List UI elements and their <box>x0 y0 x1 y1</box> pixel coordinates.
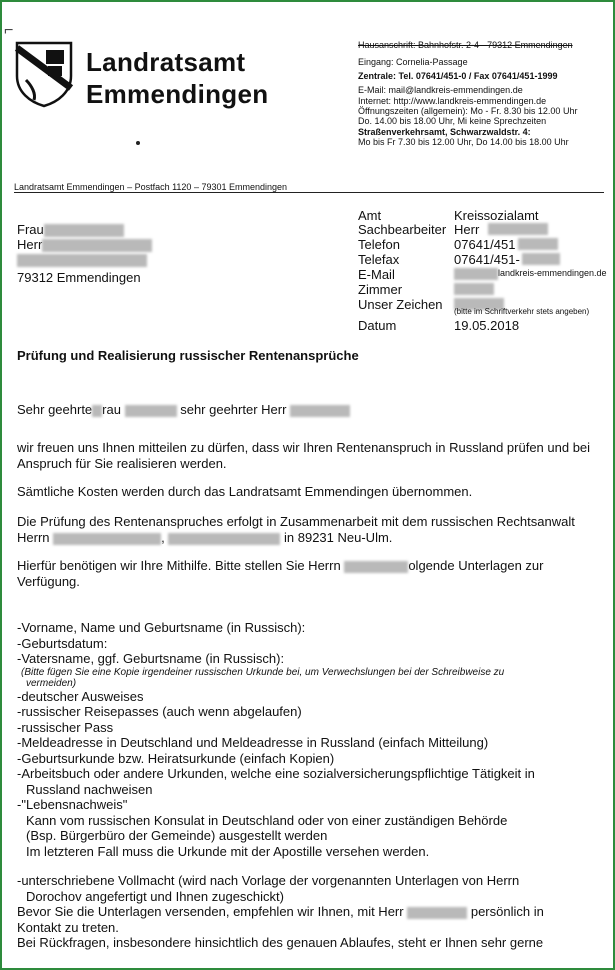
redacted-name <box>44 224 124 237</box>
letter-subject: Prüfung und Realisierung russischer Rentenansprüche <box>17 348 359 363</box>
list-item: -Vorname, Name und Geburtsname (in Russisch): <box>17 620 306 635</box>
zeichen-label: Unser Zeichen <box>358 297 443 312</box>
closing-text: Kontakt zu treten. <box>17 919 119 935</box>
paragraph-4-end: olgende Unterlagen zur Verfügung. <box>17 558 544 589</box>
paragraph-1: wir freuen uns Ihnen mitteilen zu dürfen, dass wir Ihren Rentenanspruch in Russland prüfen und bei Anspruch für Sie realisieren werden. <box>17 440 591 471</box>
redacted-name <box>290 405 350 417</box>
greeting-part: sehr geehrter Herr <box>180 402 287 417</box>
list-item-cont: Im letzteren Fall muss die Urkunde mit der Apostille versehen werden. <box>26 843 430 859</box>
contact-traffic-hours: Mo bis Fr 7.30 bis 12.00 Uhr, Do 14.00 bis 18.00 Uhr <box>358 137 569 148</box>
list-note: (Bitte fügen Sie eine Kopie irgendeiner russischen Urkunde bei, um Verwechslungen bei der Schreibweise zu <box>21 666 505 678</box>
divider <box>14 192 604 193</box>
sachbearbeiter-value: Herr <box>454 222 480 237</box>
redacted-name <box>53 533 161 545</box>
scan-mark: ⌐ <box>4 22 14 39</box>
list-item: -russischer Pass <box>17 719 114 735</box>
sachbearbeiter-label: Sachbearbeiter <box>358 222 447 237</box>
list-item-cont: Kann vom russischen Konsulat in Deutschland oder von einer zuständigen Behörde <box>26 812 508 828</box>
contact-internet: Internet: http://www.landkreis-emmendingen.de <box>358 95 547 106</box>
redacted-name <box>92 405 102 417</box>
zeichen-note: (bitte im Schriftverkehr stets angeben) <box>454 307 590 316</box>
zimmer-label: Zimmer <box>358 282 403 297</box>
telefax-value: 07641/451- <box>454 252 520 267</box>
list-item: -Meldeadresse in Deutschland und Meldeadresse in Russland (einfach Mitteilung) <box>17 735 489 750</box>
recipient-salutation2: Herr <box>17 237 43 253</box>
amt-value: Kreissozialamt <box>454 208 539 223</box>
telefon-label: Telefon <box>358 237 400 252</box>
datum-label: Datum <box>358 318 397 333</box>
contact-hours: Öffnungszeiten (allgemein): Mo - Fr. 8.30 bis 12.00 Uhr <box>358 106 578 117</box>
list-item: -russischer Reisepasses (auch wenn abgelaufen) <box>17 704 302 719</box>
coat-of-arms-logo <box>14 40 74 108</box>
email-label: E-Mail <box>358 267 395 282</box>
redacted-phone <box>518 238 558 250</box>
list-item: -Geburtsurkunde bzw. Heiratsurkunde (einfach Kopien) <box>17 750 335 766</box>
redacted-name <box>488 223 548 235</box>
redacted-email <box>454 268 498 280</box>
document-list <box>17 620 607 951</box>
contact-phone: Zentrale: Tel. 07641/451-0 / Fax 07641/451-1999 <box>358 70 558 81</box>
letter-body <box>17 402 607 590</box>
recipient-salutation1: Frau <box>17 222 44 237</box>
org-name-line2: Emmendingen <box>86 79 269 109</box>
redacted-name <box>42 239 152 252</box>
telefax-label: Telefax <box>358 252 400 267</box>
redacted-address <box>168 533 280 545</box>
closing-text: Bei Rückfragen, insbesondere hinsichtlich des genauen Ablaufes, steht er Ihnen sehr gerne <box>17 935 544 950</box>
redacted-room <box>454 283 494 295</box>
contact-traffic-office: Straßenverkehrsamt, Schwarzwaldstr. 4: <box>358 126 531 137</box>
closing-text: Bevor Sie die Unterlagen versenden, empfehlen wir Ihnen, mit Herr <box>17 904 404 919</box>
recipient-city: 79312 Emmendingen <box>17 270 141 286</box>
redacted-fax <box>522 253 560 265</box>
list-item-cont: (Bsp. Bürgerbüro der Gemeinde) ausgestellt werden <box>26 828 328 843</box>
redacted-name <box>344 561 408 573</box>
redacted-name <box>125 405 177 417</box>
list-item: -unterschriebene Vollmacht (wird nach Vorlage der vorgenannten Unterlagen von Herrn <box>17 873 520 888</box>
list-item: -"Lebensnachweis" <box>17 797 128 812</box>
paragraph-3-sep: , <box>161 530 165 545</box>
paragraph-2: Sämtliche Kosten werden durch das Landratsamt Emmendingen übernommen. <box>17 484 473 499</box>
org-name-line1: Landratsamt <box>86 47 246 77</box>
redacted-name <box>407 907 467 919</box>
return-address: Landratsamt Emmendingen – Postfach 1120 – 79301 Emmendingen <box>14 182 288 192</box>
list-item: -Vatersname, ggf. Geburtsname (in Russisch): <box>17 651 285 666</box>
recipient-address <box>17 222 152 285</box>
redacted-street <box>17 254 147 267</box>
list-item-cont: Russland nachweisen <box>26 781 153 797</box>
contact-block <box>358 40 608 148</box>
contact-email: E-Mail: mail@landkreis-emmendingen.de <box>358 85 523 96</box>
amt-label: Amt <box>358 208 382 223</box>
dot-mark <box>136 141 140 145</box>
list-item-cont: Dorochov angefertigt und Ihnen zugeschickt) <box>26 888 284 904</box>
list-item: -Arbeitsbuch oder andere Urkunden, welche eine sozialversicherungspflichtige Tätigkeit in <box>17 766 535 781</box>
greeting-part: rau <box>102 402 121 417</box>
telefon-value: 07641/451 <box>454 237 516 252</box>
closing-text: persönlich in <box>470 904 544 919</box>
paragraph-4: Hierfür benötigen wir Ihre Mithilfe. Bitte stellen Sie Herrn <box>17 558 341 573</box>
list-item: -deutscher Ausweises <box>17 688 144 704</box>
paragraph-3: Die Prüfung des Rentenanspruches erfolgt in Zusammenarbeit mit dem russischen Rechtsanwalt Herrn <box>17 514 575 545</box>
list-note: vermeiden) <box>26 677 77 689</box>
organization-name <box>86 46 268 110</box>
email-value: landkreis-emmendingen.de <box>498 268 607 278</box>
datum-value: 19.05.2018 <box>454 318 520 333</box>
contact-address: Hausanschrift: Bahnhofstr. 2-4 · 79312 Emmendingen <box>358 40 573 50</box>
contact-hours-thu: Do. 14.00 bis 18.00 Uhr, Mi keine Sprechzeiten <box>358 116 547 127</box>
paragraph-3-end: in 89231 Neu-Ulm. <box>284 530 393 545</box>
contact-entrance: Eingang: Cornelia-Passage <box>358 57 468 68</box>
greeting-part: Sehr geehrte <box>17 402 93 417</box>
list-item: -Geburtsdatum: <box>17 635 108 651</box>
